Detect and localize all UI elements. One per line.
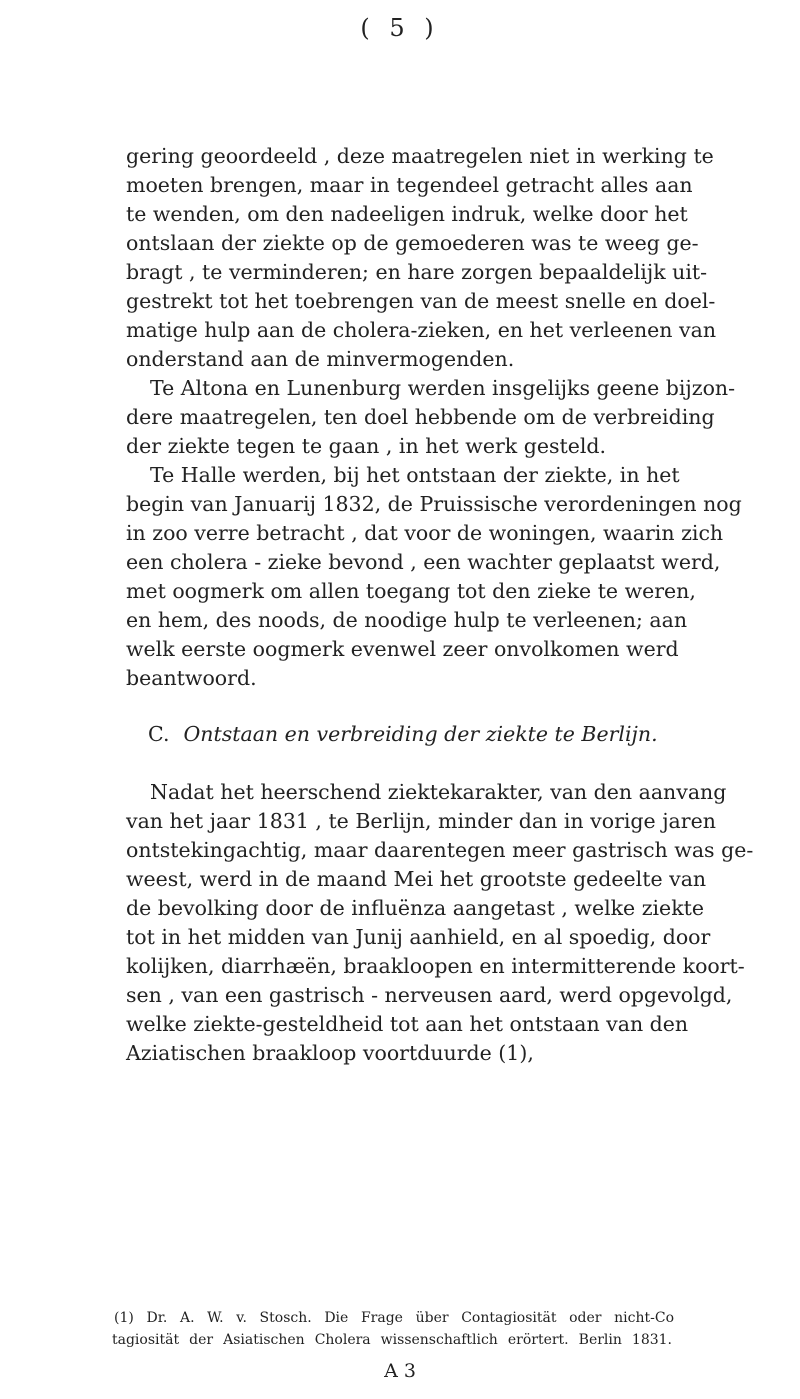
text-line: Nadat het heerschend ziektekarakter, van den aanvang [150, 780, 727, 804]
signature-mark: A 3 [384, 1360, 416, 1382]
footnote-line: (1) Dr. A. W. v. Stosch. Die Frage über Contagiosität oder nicht-Co [114, 1310, 674, 1326]
text-line: gestrekt tot het toebrengen van de meest snelle en doel- [126, 289, 716, 313]
text-line: dere maatregelen, ten doel hebbende om de verbreiding [126, 405, 715, 429]
text-line: kolijken, diarrhæën, braakloopen en intermitterende koort- [126, 954, 745, 978]
text-line: ontslaan der ziekte op de gemoederen was te weeg ge- [126, 231, 699, 255]
page-number: ( 5 ) [360, 14, 440, 42]
text-line: in zoo verre betracht , dat voor de woningen, waarin zich [126, 521, 724, 545]
text-line: Te Halle werden, bij het ontstaan der ziekte, in het [150, 463, 680, 487]
text-line: gering geoordeeld , deze maatregelen niet in werking te [126, 144, 714, 168]
text-line: onderstand aan de minvermogenden. [126, 347, 515, 371]
text-line: met oogmerk om allen toegang tot den zieke te weren, [126, 579, 696, 603]
text-line: de bevolking door de influënza aangetast , welke ziekte [126, 896, 704, 920]
text-line: matige hulp aan de cholera-zieken, en het verleenen van [126, 318, 717, 342]
section-title: Ontstaan en verbreiding der ziekte te Berlijn. [183, 722, 658, 746]
text-line: weest, werd in de maand Mei het grootste gedeelte van [126, 867, 707, 891]
section-heading [148, 722, 708, 746]
section-letter: C. [148, 722, 170, 746]
text-line: moeten brengen, maar in tegendeel getracht alles aan [126, 173, 693, 197]
footnote-line: tagiosität der Asiatischen Cholera wissenschaftlich erörtert. Berlin 1831. [112, 1332, 672, 1348]
text-line: welk eerste oogmerk evenwel zeer onvolkomen werd [126, 637, 679, 661]
text-line: begin van Januarij 1832, de Pruissische verordeningen nog [126, 492, 742, 516]
text-line: tot in het midden van Junij aanhield, en al spoedig, door [126, 925, 711, 949]
text-line: der ziekte tegen te gaan , in het werk gesteld. [126, 434, 607, 458]
text-line: bragt , te verminderen; en hare zorgen bepaaldelijk uit- [126, 260, 708, 284]
text-line: en hem, des noods, de noodige hulp te verleenen; aan [126, 608, 688, 632]
text-line: Te Altona en Lunenburg werden insgelijks geene bijzon- [150, 376, 736, 400]
text-line: beantwoord. [126, 666, 257, 690]
text-line: ontstekingachtig, maar daarentegen meer gastrisch was ge- [126, 838, 754, 862]
text-line: van het jaar 1831 , te Berlijn, minder dan in vorige jaren [126, 809, 716, 833]
text-line: welke ziekte-gesteldheid tot aan het ontstaan van den [126, 1012, 689, 1036]
text-line: Aziatischen braakloop voortduurde (1), [126, 1041, 534, 1065]
text-line: een cholera - zieke bevond , een wachter geplaatst werd, [126, 550, 721, 574]
text-line: sen , van een gastrisch - nerveusen aard, werd opgevolgd, [126, 983, 733, 1007]
text-line: te wenden, om den nadeeligen indruk, welke door het [126, 202, 688, 226]
